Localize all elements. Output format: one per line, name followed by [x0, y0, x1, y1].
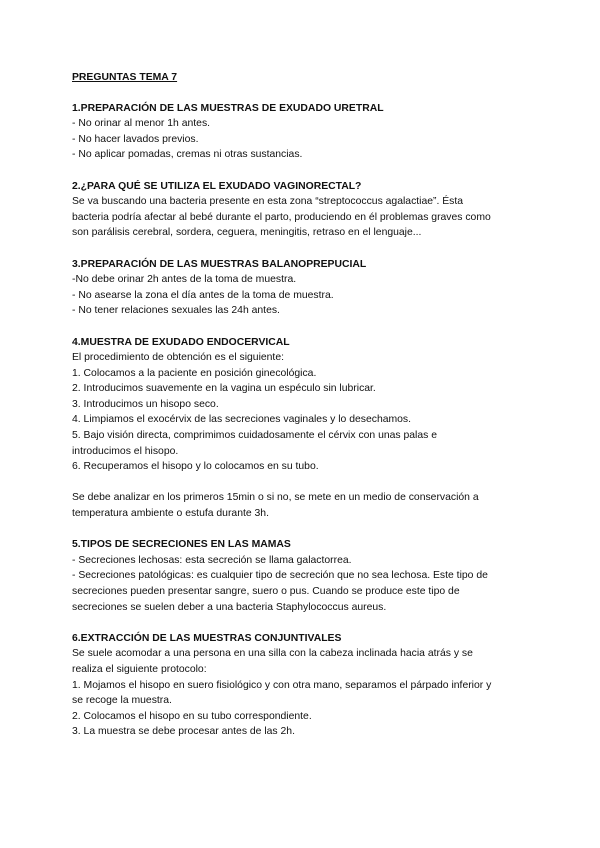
section-line: - Secreciones patológicas: es cualquier tipo de secreción que no sea lechosa. Este tipo de: [72, 570, 488, 582]
section-line: 4. Limpiamos el exocérvix de las secreciones vaginales y lo desechamos.: [72, 414, 412, 426]
section-line: introducimos el hisopo.: [72, 445, 179, 457]
section-heading: 6.EXTRACCIÓN DE LAS MUESTRAS CONJUNTIVALES: [72, 632, 342, 644]
section-heading: 3.PREPARACIÓN DE LAS MUESTRAS BALANOPREPUCIAL: [72, 258, 367, 270]
section-heading: 1.PREPARACIÓN DE LAS MUESTRAS DE EXUDADO URETRAL: [72, 102, 384, 114]
section-heading: 2.¿PARA QUÉ SE UTILIZA EL EXUDADO VAGINORECTAL?: [72, 180, 362, 192]
section-heading: 5.TIPOS DE SECRECIONES EN LAS MAMAS: [72, 539, 291, 551]
paragraph-gap: [72, 475, 532, 491]
section-line: Se suele acomodar a una persona en una silla con la cabeza inclinada hacia atrás y se: [72, 648, 473, 660]
section-line: realiza el siguiente protocolo:: [72, 663, 207, 675]
section-line: se recoge la muestra.: [72, 695, 172, 707]
section-line: - No aplicar pomadas, cremas ni otras sustancias.: [72, 149, 303, 161]
section-line: Se va buscando una bacteria presente en esta zona “streptococcus agalactiae”. Ésta: [72, 196, 464, 208]
section-balanoprepucial: [72, 257, 532, 319]
section-line: - No hacer lavados previos.: [72, 133, 199, 145]
section-line: El procedimiento de obtención es el siguiente:: [72, 352, 284, 364]
section-line: - No orinar al menor 1h antes.: [72, 118, 211, 130]
section-line: 3. La muestra se debe procesar antes de las 2h.: [72, 726, 295, 738]
section-line: bacteria podría afectar al bebé durante el parto, produciendo en él problemas graves como: [72, 211, 491, 223]
section-line: 1. Mojamos el hisopo en suero fisiológico y con otra mano, separamos el párpado inferior y: [72, 679, 492, 691]
section-line: 5. Bajo visión directa, comprimimos cuidadosamente el cérvix con unas palas e: [72, 430, 438, 442]
section-endocervical: [72, 335, 532, 522]
section-line: - No asearse la zona el día antes de la toma de muestra.: [72, 289, 334, 301]
section-heading: 4.MUESTRA DE EXUDADO ENDOCERVICAL: [72, 336, 290, 348]
section-conjuntivales: [72, 631, 532, 740]
section-line: - No tener relaciones sexuales las 24h antes.: [72, 305, 280, 317]
section-line: temperatura ambiente o estufa durante 3h.: [72, 508, 269, 520]
section-line: 1. Colocamos a la paciente en posición ginecológica.: [72, 367, 317, 379]
section-line: 2. Introducimos suavemente en la vagina un espéculo sin lubricar.: [72, 383, 376, 395]
document-title: PREGUNTAS TEMA 7: [72, 72, 178, 83]
section-uretral: [72, 101, 532, 163]
section-line: 2. Colocamos el hisopo en su tubo correspondiente.: [72, 710, 312, 722]
document-page: [72, 70, 532, 756]
section-line: Se debe analizar en los primeros 15min o si no, se mete en un medio de conservación a: [72, 492, 479, 504]
section-line: secreciones pueden presentar sangre, suero o pus. Cuando se produce este tipo de: [72, 586, 460, 597]
section-line: - Secreciones lechosas: esta secreción se llama galactorrea.: [72, 554, 352, 566]
section-secreciones-mamas: [72, 537, 532, 615]
section-line: 6. Recuperamos el hisopo y lo colocamos en su tubo.: [72, 461, 319, 473]
section-line: -No debe orinar 2h antes de la toma de muestra.: [72, 274, 297, 286]
section-line: 3. Introducimos un hisopo seco.: [72, 398, 219, 410]
section-line: son parálisis cerebral, sordera, ceguera, meningitis, retraso en el lenguaje...: [72, 227, 422, 239]
section-line: secreciones se suelen deber a una bacteria Staphylococcus aureus.: [72, 601, 387, 613]
section-vaginorectal: [72, 179, 532, 241]
